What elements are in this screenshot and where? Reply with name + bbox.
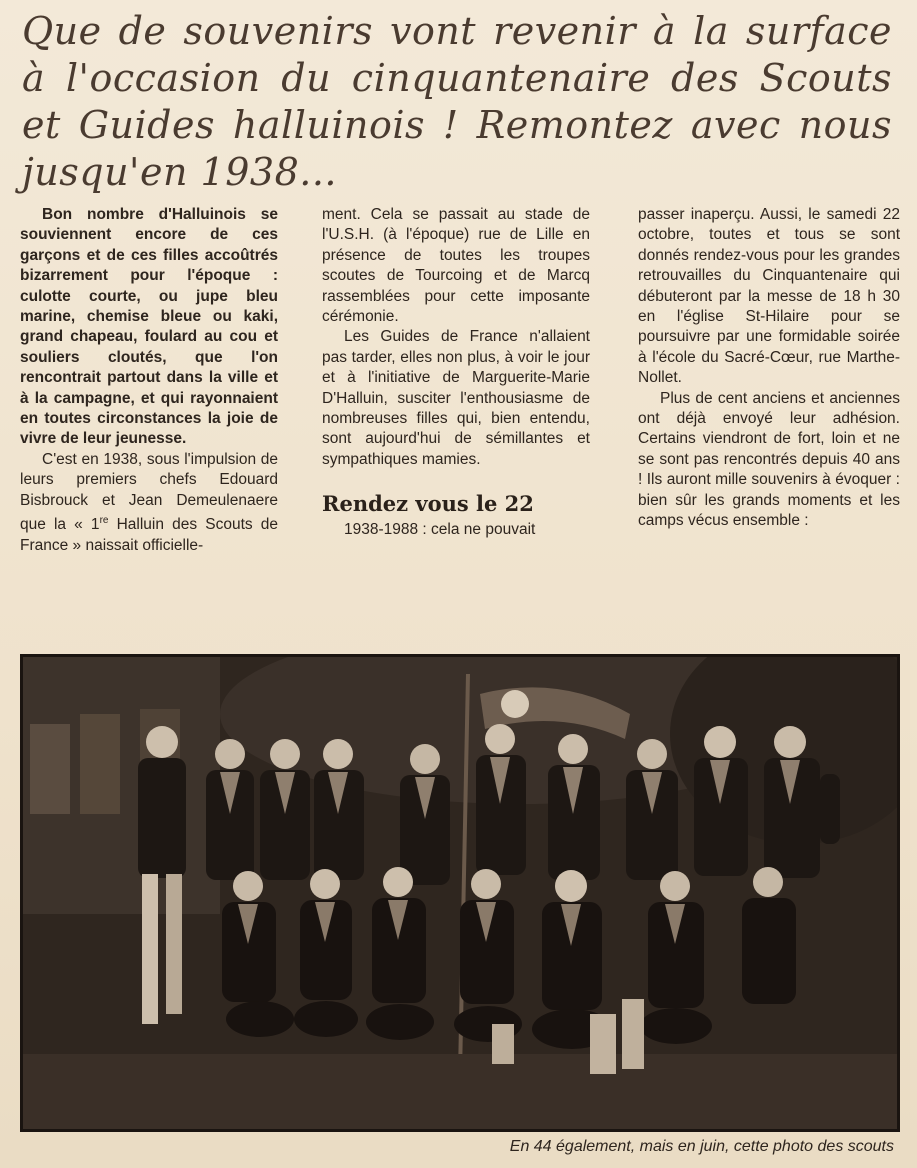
- paragraph-stade: ment. Cela se passait au stade de l'U.S.H. (à l'époque) rue de Lille en présence de toutes les troupes scoutes de Tourcoing et de Marcq rassemblées pour cette imposante cérémonie.: [322, 206, 590, 326]
- column-1: [20, 205, 278, 556]
- paragraph-1938-1988: 1938-1988 : cela ne pouvait: [344, 521, 536, 539]
- subheading-rendez-vous: Rendez vous le 22: [322, 491, 534, 517]
- intro-paragraph: Bon nombre d'Halluinois se souviennent encore de ces garçons et de ces filles accoûtrés bizarrement pour l'époque : culotte courte, ou jupe bleu marine, chemise bleue ou kaki, grand chapeau, foulard au cou et souliers cloutés, que l'on rencontrait partout dans la ville et à la campagne, et qui rayonnaient en toutes circonstances la joie de vivre de leur jeunesse.: [20, 206, 278, 448]
- column-3: [638, 205, 900, 532]
- photo-caption: En 44 également, mais en juin, cette photo des scouts: [509, 1138, 894, 1155]
- paragraph-guides: Les Guides de France n'allaient pas tarder, elles non plus, à voir le jour et à l'initiative de Marguerite-Marie D'Halluin, susciter l'enthousiasme de nombreuses filles qui, bien entendu, sont aujourd'hui de sémillantes et sympathiques mamies.: [322, 328, 590, 468]
- column-2: [322, 205, 590, 541]
- scout-group-photo: [20, 654, 900, 1132]
- paragraph-retrouvailles: passer inaperçu. Aussi, le samedi 22 octobre, toutes et tous se sont donnés rendez-vous pour les grandes retrouvailles du Cinquantenaire qui débuteront par la messe de 18 h 30 en l'église St-Hilaire pour se poursuivre par une formidable soirée à l'école du Sacré-Cœur, rue Marthe-Nollet.: [638, 206, 900, 387]
- paragraph-anciens: Plus de cent anciens et anciennes ont déjà envoyé leur adhésion. Certains viendront de fort, loin et ne se sont pas rencontrés depuis 40 ans ! Ils auront mille souvenirs à évoquer : bien sûr les grands moments et les camps vécus ensemble :: [638, 389, 900, 530]
- paragraph-1938: C'est en 1938, sous l'impulsion de leurs premiers chefs Edouard Bisbrouck et Jean Demeulenaere que la « 1re Halluin des Scouts de France » naissait officielle-: [20, 450, 278, 554]
- headline: Que de souvenirs vont revenir à la surface à l'occasion du cinquantenaire des Scouts et Guides halluinois ! Remontez avec nous jusqu'en 1938...: [22, 9, 892, 194]
- scout-group-illustration: [20, 654, 900, 1132]
- ground: [20, 1054, 900, 1132]
